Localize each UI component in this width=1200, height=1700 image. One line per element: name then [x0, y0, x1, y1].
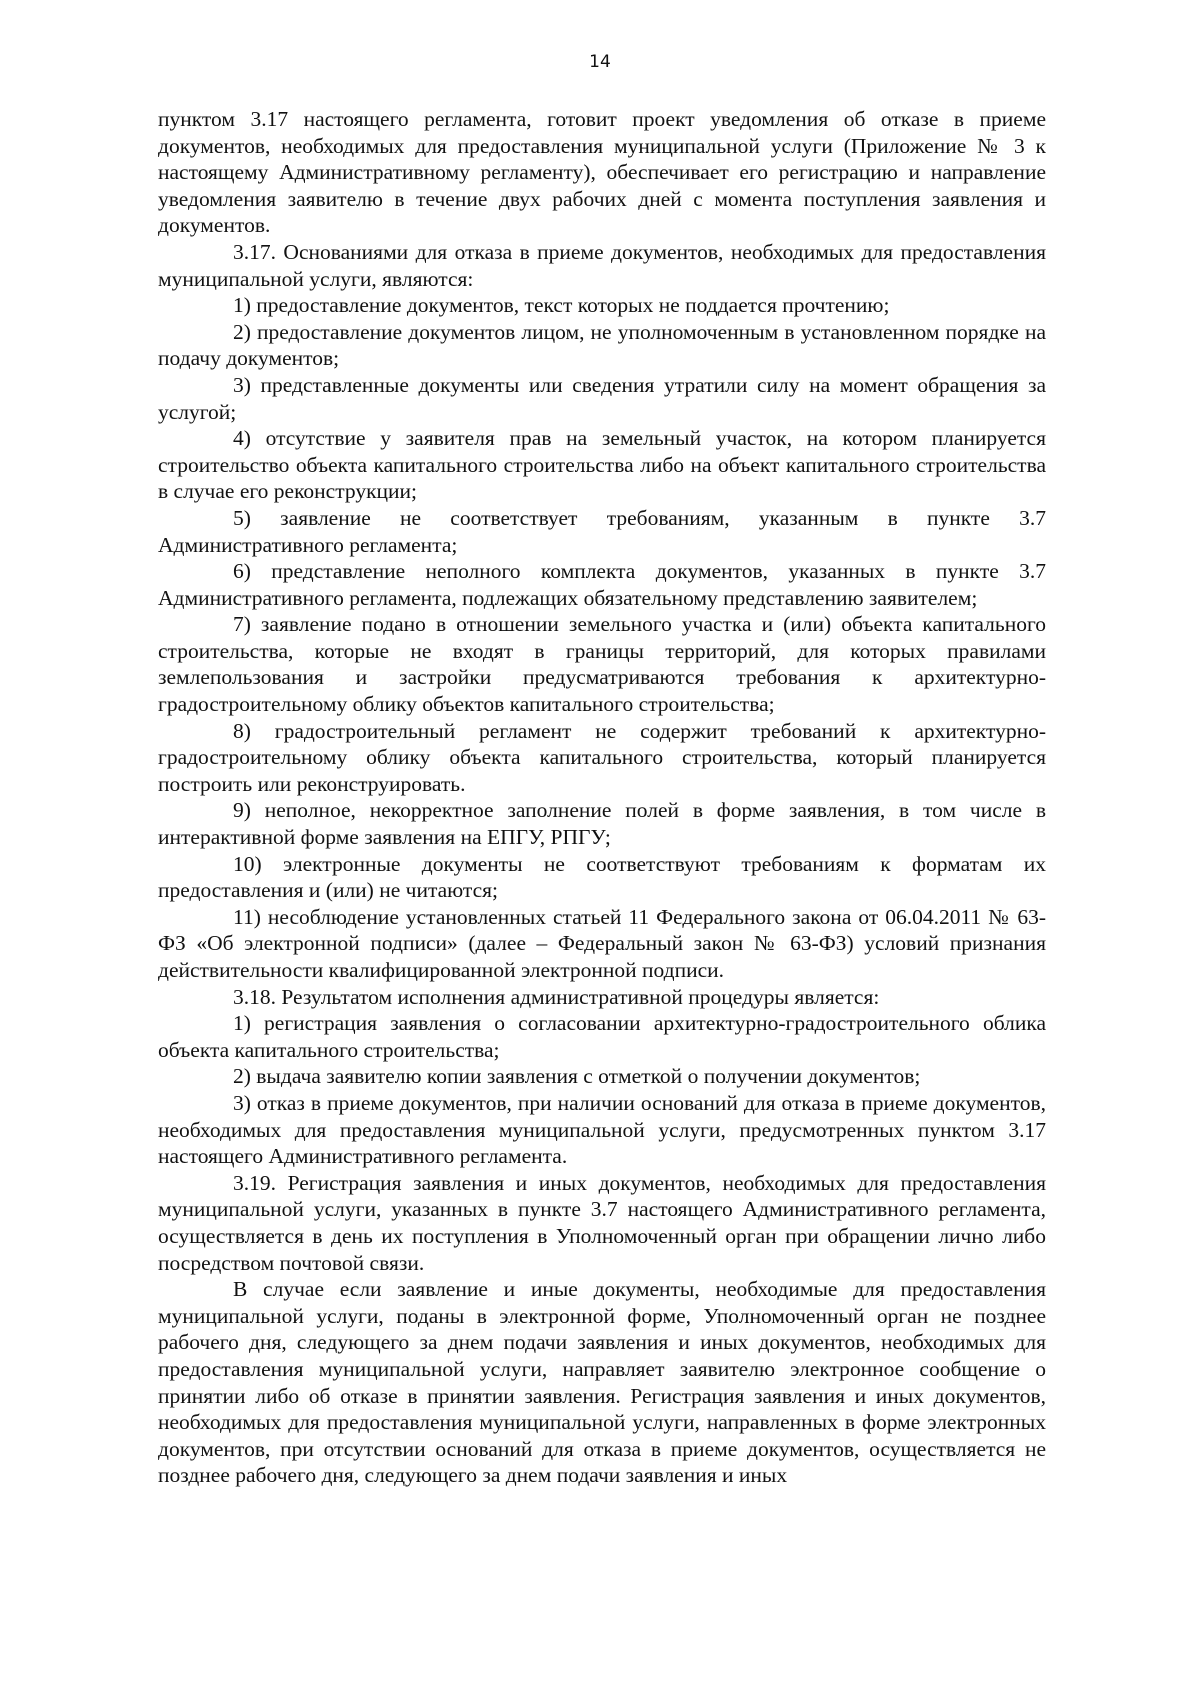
paragraph: 11) несоблюдение установленных статьей 11 Федерального закона от 06.04.2011 № 63-ФЗ «Об электронной подписи» (далее – Федеральный закон № 63-ФЗ) условий признания действительности квалифицированной электронной подписи. [158, 904, 1046, 982]
paragraph: пунктом 3.17 настоящего регламента, готовит проект уведомления об отказе в приеме документов, необходимых для предоставления муниципальной услуги (Приложение № 3 к настоящему Административному регламенту), обеспечивает его регистрацию и направление уведомления заявителю в течение двух рабочих дней с момента поступления заявления и документов. [158, 107, 1046, 238]
paragraph: 6) представление неполного комплекта документов, указанных в пункте 3.7 Административного регламента, подлежащих обязательному представлению заявителем; [158, 559, 1046, 610]
paragraph: В случае если заявление и иные документы, необходимые для предоставления муниципальной услуги, поданы в электронной форме, Уполномоченный орган не позднее рабочего дня, следующего за днем подачи заявления и иных документов, необходимых для предоставления муниципальной услуги, направляет заявителю электронное сообщение о принятии либо об отказе в принятии заявления. Регистрация заявления и иных документов, необходимых для предоставления муниципальной услуги, направленных в форме электронных документов, при отсутствии оснований для отказа в приеме документов, осуществляется не позднее рабочего дня, следующего за днем подачи заявления и иных [158, 1277, 1046, 1488]
page-number: 14 [589, 52, 611, 72]
paragraph: 4) отсутствие у заявителя прав на земельный участок, на котором планируется строительство объекта капитального строительства либо на объект капитального строительства в случае его реконструкции; [158, 426, 1046, 504]
paragraph: 3.17. Основаниями для отказа в приеме документов, необходимых для предоставления муниципальной услуги, являются: [158, 239, 1046, 291]
paragraph: 3) представленные документы или сведения утратили силу на момент обращения за услугой; [158, 372, 1046, 424]
paragraph: 10) электронные документы не соответствуют требованиям к форматам их предоставления и (или) не читаются; [158, 851, 1046, 903]
paragraph: 2) выдача заявителю копии заявления с отметкой о получении документов; [233, 1064, 921, 1089]
paragraph: 7) заявление подано в отношении земельного участка и (или) объекта капитального строительства, которые не входят в границы территорий, для которых правилами землепользования и застройки предусматриваются требования к архитектурно-градостроительному облику объектов капитального строительства; [158, 612, 1046, 717]
paragraph: 1) регистрация заявления о согласовании архитектурно-градостроительного облика объекта капитального строительства; [158, 1011, 1046, 1062]
paragraph: 9) неполное, некорректное заполнение полей в форме заявления, в том числе в интерактивной форме заявления на ЕПГУ, РПГУ; [158, 798, 1046, 850]
paragraph: 3.18. Результатом исполнения административной процедуры является: [233, 984, 880, 1009]
paragraph: 8) градостроительный регламент не содержит требований к архитектурно-градостроительному облику объекта капитального строительства, который планируется построить или реконструировать. [158, 718, 1046, 796]
paragraph: 2) предоставление документов лицом, не уполномоченным в установленном порядке на подачу документов; [158, 319, 1046, 371]
document-body [158, 106, 1046, 1489]
paragraph: 1) предоставление документов, текст которых не поддается прочтению; [233, 293, 890, 318]
paragraph: 5) заявление не соответствует требованиям, указанным в пункте 3.7 Административного регламента; [158, 505, 1046, 557]
paragraph: 3.19. Регистрация заявления и иных документов, необходимых для предоставления муниципальной услуги, указанных в пункте 3.7 настоящего Административного регламента, осуществляется в день их поступления в Уполномоченный орган при обращении лично либо посредством почтовой связи. [158, 1170, 1046, 1275]
paragraph: 3) отказ в приеме документов, при наличии оснований для отказа в приеме документов, необходимых для предоставления муниципальной услуги, предусмотренных пунктом 3.17 настоящего Административного регламента. [158, 1090, 1046, 1169]
